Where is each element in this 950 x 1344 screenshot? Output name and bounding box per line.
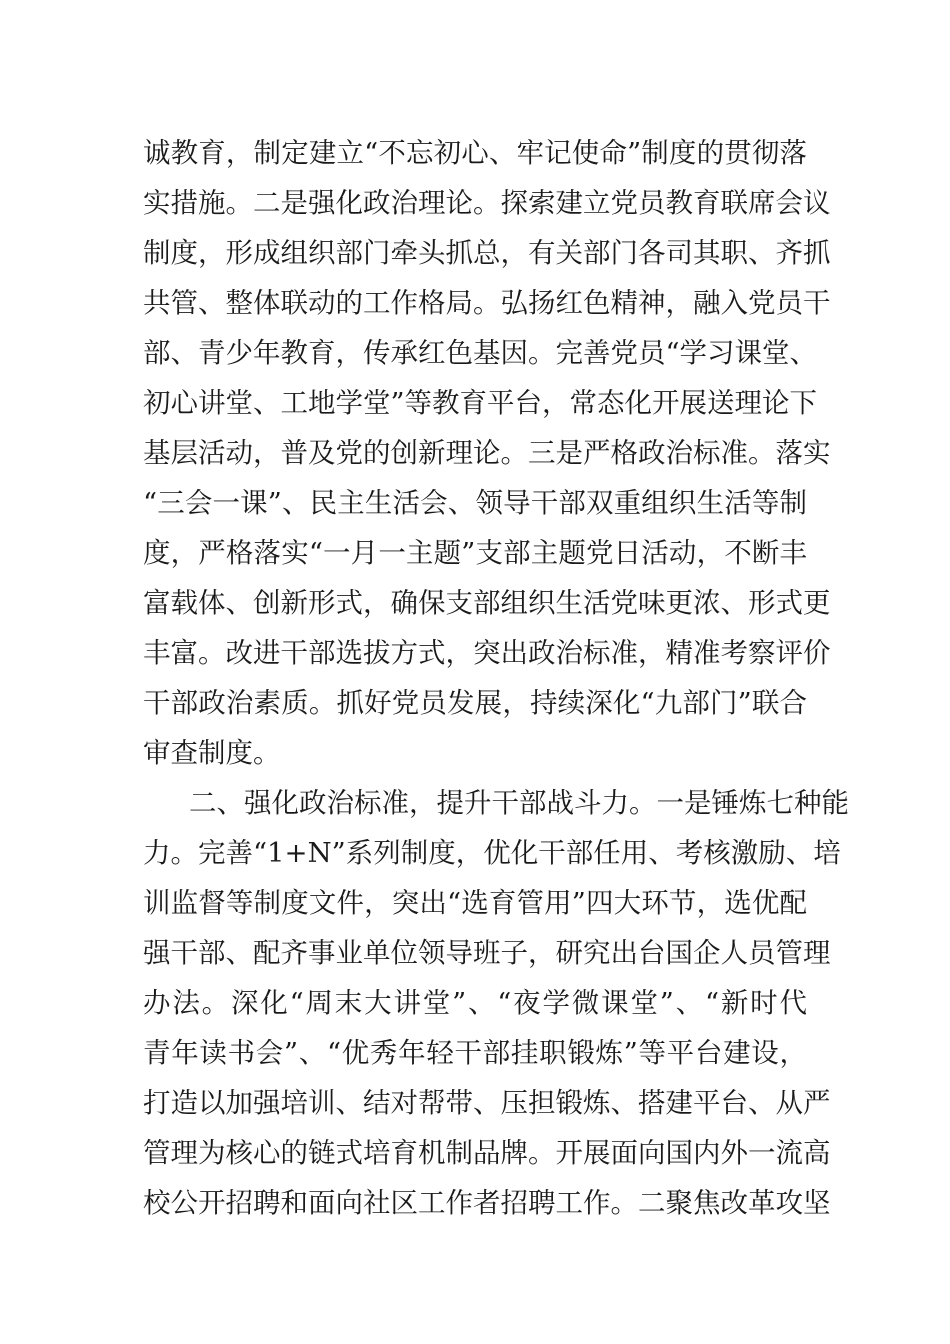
text-line-13: 审查制度。	[143, 737, 281, 769]
text-line-3: 制度，形成组织部门牵头抓总，有关部门各司其职、齐抓	[143, 237, 831, 269]
text-line-18: 办法。深化“周末大讲堂”、“夜学微课堂”、“新时代	[143, 987, 807, 1019]
text-line-1: 诚教育，制定建立“不忘初心、牢记使命”制度的贯彻落	[143, 137, 807, 169]
text-line-5: 部、青少年教育，传承红色基因。完善党员“学习课堂、	[143, 337, 818, 369]
text-line-21: 管理为核心的链式培育机制品牌。开展面向国内外一流高	[143, 1137, 831, 1169]
text-line-11: 丰富。改进干部选拔方式，突出政治标准，精准考察评价	[143, 637, 831, 669]
text-line-6: 初心讲堂、工地学堂”等教育平台，常态化开展送理论下	[143, 387, 818, 419]
text-line-16: 训监督等制度文件，突出“选育管用”四大环节，选优配	[143, 887, 807, 919]
text-line-17: 强干部、配齐事业单位领导班子，研究出台国企人员管理	[143, 937, 831, 969]
text-line-19: 青年读书会”、“优秀年轻干部挂职锻炼”等平台建设，	[143, 1037, 807, 1069]
text-line-12: 干部政治素质。抓好党员发展，持续深化“九部门”联合	[143, 687, 807, 719]
text-line-9: 度，严格落实“一月一主题”支部主题党日活动，不断丰	[143, 537, 807, 569]
text-line-20: 打造以加强培训、结对帮带、压担锻炼、搭建平台、从严	[143, 1087, 831, 1119]
text-line-7: 基层活动，普及党的创新理论。三是严格政治标准。落实	[143, 437, 831, 469]
text-line-10: 富载体、创新形式，确保支部组织生活党味更浓、形式更	[143, 587, 831, 619]
text-line-14: 二、强化政治标准，提升干部战斗力。一是锤炼七种能	[189, 787, 849, 819]
text-line-15: 力。完善“1+N”系列制度，优化干部任用、考核激励、培	[143, 837, 841, 869]
text-line-4: 共管、整体联动的工作格局。弘扬红色精神，融入党员干	[143, 287, 831, 319]
text-line-2: 实措施。二是强化政治理论。探索建立党员教育联席会议	[143, 187, 831, 219]
text-line-8: “三会一课”、民主生活会、领导干部双重组织生活等制	[143, 487, 807, 519]
text-line-22: 校公开招聘和面向社区工作者招聘工作。二聚焦改革攻坚	[143, 1187, 831, 1219]
